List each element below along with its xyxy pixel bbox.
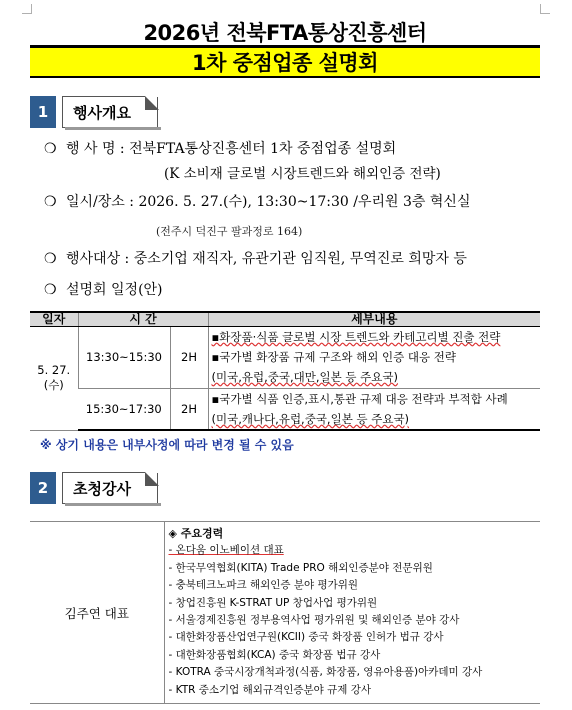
session-weekday: (수) — [43, 378, 64, 392]
header-date: 일자 — [30, 312, 78, 326]
list-item: - 충북테크노파크 해외인증 분야 평가위원 — [168, 579, 359, 592]
list-item: - KOTRA 중국시장개척과정(식품, 화장품, 영유아용품)아카데미 강사 — [168, 666, 483, 679]
title-line-2: 1차 중점업종 설명회 — [30, 48, 540, 78]
section-1-title-box — [62, 96, 145, 128]
section-1-header — [30, 96, 145, 128]
list-item: - 한국무역협회(KITA) Trade PRO 해외인증분야 전문위원 — [168, 561, 433, 574]
target-row: ❍ 행사대상 : 중소기업 재직자, 유관기관 임직원, 무역진로 희망자 등 — [44, 251, 467, 267]
session-1-line-1: ▪화장품·식품 글로벌 시장 트렌드와 카테고리별 진출 전략 — [211, 330, 501, 344]
schedule-row — [44, 280, 163, 300]
section-2-title: 초청강사 — [73, 479, 131, 498]
table-row — [30, 522, 540, 704]
section-1-number: 1 — [30, 96, 56, 128]
session-2-time: 15:30~17:30 — [78, 388, 170, 430]
session-1-line-3: (미국,유럽,중국,대만,일본 등 주요국) — [211, 370, 398, 384]
list-item: - 서울경제진흥원 정부용역사업 평가위원 및 해외인증 분야 강사 — [168, 614, 460, 627]
event-name-label: 행 사 명 — [66, 141, 116, 157]
session-2-line-1: ▪국가별 식품 인증,표시,통관 규제 대응 전략과 부적합 사례 — [211, 391, 508, 406]
session-1-line-2: ▪국가별 화장품 규제 구조와 해외 인증 대응 전략 — [211, 350, 456, 364]
list-item: - 대한화장품산업연구원(KCII) 중국 화장품 인허가 법규 강사 — [168, 631, 444, 644]
schedule-header-row — [30, 312, 540, 326]
event-name-row: ❍ 행 사 명 : 전북FTA통상진흥센터 1차 중점업종 설명회 — [44, 141, 397, 157]
header-time: 시 간 — [78, 312, 208, 326]
list-item: - KTR 중소기업 해외규격인증분야 규제 강사 — [168, 683, 372, 696]
datetime-value: 2026. 5. 27.(수), 13:30~17:30 /우리원 3층 혁신실 — [138, 194, 471, 210]
session-1-duration: 2H — [170, 326, 208, 388]
session-date-cell — [30, 326, 78, 430]
session-2-line-2: (미국,캐나다,유럽,중국,일본 등 주요국) — [211, 411, 410, 426]
bullet-icon: ❍ — [44, 194, 57, 210]
speaker-career — [164, 522, 540, 704]
document-title — [30, 18, 540, 78]
list-item: - 온다움 이노베이션 대표 — [168, 544, 284, 557]
datetime-row: ❍ 일시/장소 : 2026. 5. 27.(수), 13:30~17:30 /우리원 3층 혁신실 — [44, 194, 471, 210]
target-value: 중소기업 재직자, 유관기관 임직원, 무역진로 희망자 등 — [133, 251, 467, 267]
title-line-1: 2026년 전북FTA통상진흥센터 — [30, 18, 540, 48]
session-date: 5. 27. — [37, 363, 71, 377]
change-notice: ※ 상기 내용은 내부사정에 따라 변경 될 수 있음 — [40, 438, 294, 452]
table-row — [30, 388, 540, 430]
table-row — [30, 326, 540, 388]
section-2-title-box — [62, 472, 145, 504]
page-corner-mark-left — [22, 4, 32, 14]
session-2-content — [208, 388, 540, 430]
list-item: - 대한화장품협회(KCA) 중국 화장품 법규 강사 — [168, 648, 381, 661]
bullet-icon: ❍ — [44, 251, 57, 267]
target-label: 행사대상 — [66, 251, 121, 267]
bullet-icon: ❍ — [44, 282, 57, 298]
bullet-icon: ❍ — [44, 141, 57, 157]
session-1-time: 13:30~15:30 — [78, 326, 170, 388]
event-subtitle: (K 소비재 글로벌 시장트렌드와 해외인증 전략) — [164, 166, 441, 182]
event-name-value: 전북FTA통상진흥센터 1차 중점업종 설명회 — [129, 141, 397, 157]
list-item: - 창업진흥원 K-STRAT UP 창업사업 평가위원 — [168, 596, 378, 609]
header-details: 세부내용 — [208, 312, 540, 326]
speaker-name: 김주연 대표 — [30, 522, 164, 704]
section-2-number: 2 — [30, 472, 56, 504]
venue-address: (전주시 덕진구 팔과정로 164) — [156, 225, 303, 238]
session-1-content — [208, 326, 540, 388]
section-2-header — [30, 472, 145, 504]
page-corner-mark-right — [540, 4, 550, 14]
session-2-duration: 2H — [170, 388, 208, 430]
schedule-table — [30, 311, 540, 431]
speaker-table — [30, 521, 540, 704]
datetime-label: 일시/장소 — [66, 194, 125, 210]
schedule-label: 설명회 일정(안) — [66, 282, 163, 298]
career-heading: ◈ 주요경력 — [168, 527, 224, 540]
section-1-title: 행사개요 — [73, 103, 131, 122]
